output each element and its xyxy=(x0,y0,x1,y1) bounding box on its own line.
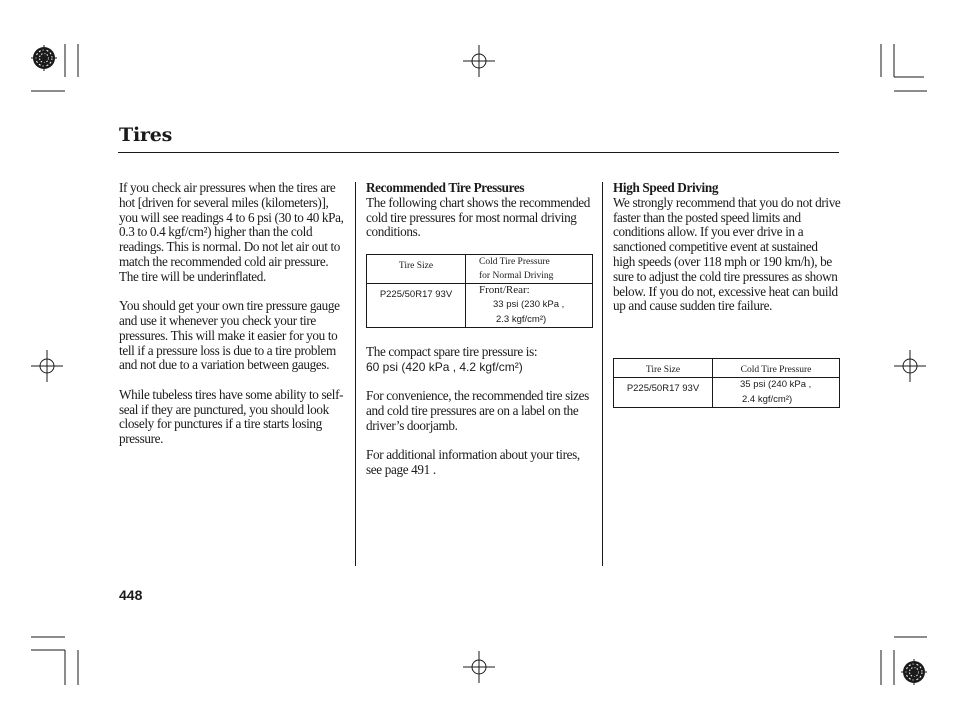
table-header-normal-driving: for Normal Driving xyxy=(479,271,554,281)
paragraph-hot-pressure: If you check air pressures when the tires are hot [driven for several miles (kilometers)], you will see readings 4 to 6 psi (30 to 40 kPa, 0.3 to 0.4 kgf/cm²) higher than the cold readings. This is normal. Do not let air out to match the recommended cold air pressure. The tire will be underinflated. xyxy=(119,180,344,284)
table-header-tire-size: Tire Size xyxy=(398,261,434,271)
recommended-pressure-table xyxy=(366,254,593,328)
paragraph-high-speed: We strongly recommend that you do not drive faster than the posted speed limits and conditions allow. If you ever drive in a sanctioned competitive event at sustained high speeds (over 118 mph or 190 km/h), be sure to adjust the cold tire pressures as shown below. If you do not, excessive heat can build up and cause sudden tire failure. xyxy=(613,194,841,314)
table-header-tire-size: Tire Size xyxy=(645,365,681,375)
column-divider-2 xyxy=(602,182,603,566)
table-cell-tire-size: P225/50R17 93V xyxy=(379,289,453,300)
paragraph-gauge: You should get your own tire pressure gauge and use it whenever you check your tire pressures. This will make it easier for you to tell if a pressure loss is due to a tire problem and not due to a variation between gauges. xyxy=(119,298,340,373)
column-divider-1 xyxy=(355,182,356,566)
page-number: 448 xyxy=(119,587,143,603)
page-title: Tires xyxy=(119,124,173,146)
title-rule xyxy=(118,152,839,153)
table-cell-tire-size: P225/50R17 93V xyxy=(626,383,700,394)
section-heading-recommended: Recommended Tire Pressures xyxy=(366,180,525,195)
table-cell-front-rear: Front/Rear: xyxy=(479,284,530,296)
paragraph-tubeless: While tubeless tires have some ability to self-seal if they are punctured, you should look closely for punctures if a tire starts losing pressure. xyxy=(119,386,344,447)
table-cell-pressure-kgf: 2.3 kgf/cm²) xyxy=(496,314,547,325)
table-cell-pressure-psi: 35 psi (240 kPa , xyxy=(740,379,812,390)
table-cell-pressure-psi: 33 psi (230 kPa , xyxy=(493,299,565,310)
table-cell-pressure-kgf: 2.4 kgf/cm²) xyxy=(742,394,793,405)
column-2-lower xyxy=(366,345,596,492)
column-3 xyxy=(613,181,841,329)
table-header-cold-pressure: Cold Tire Pressure xyxy=(740,365,812,375)
paragraph-chart-intro: The following chart shows the recommended cold tire pressures for most normal driving conditions. xyxy=(366,194,591,240)
high-speed-pressure-table xyxy=(613,358,840,408)
paragraph-doorjamb: For convenience, the recommended tire sizes and cold tire pressures are on a label on the driver’s doorjamb. xyxy=(366,388,589,433)
column-1 xyxy=(119,181,349,462)
section-heading-high-speed: High Speed Driving xyxy=(613,180,719,195)
table-header-cold-pressure: Cold Tire Pressure xyxy=(479,257,550,267)
column-2 xyxy=(366,181,596,255)
spare-pressure-label: The compact spare tire pressure is: xyxy=(366,344,538,359)
paragraph-additional-info: For additional information about your tires, see page 491 . xyxy=(366,447,580,477)
spare-pressure-value: 60 psi (420 kPa , 4.2 kgf/cm²) xyxy=(366,359,523,374)
